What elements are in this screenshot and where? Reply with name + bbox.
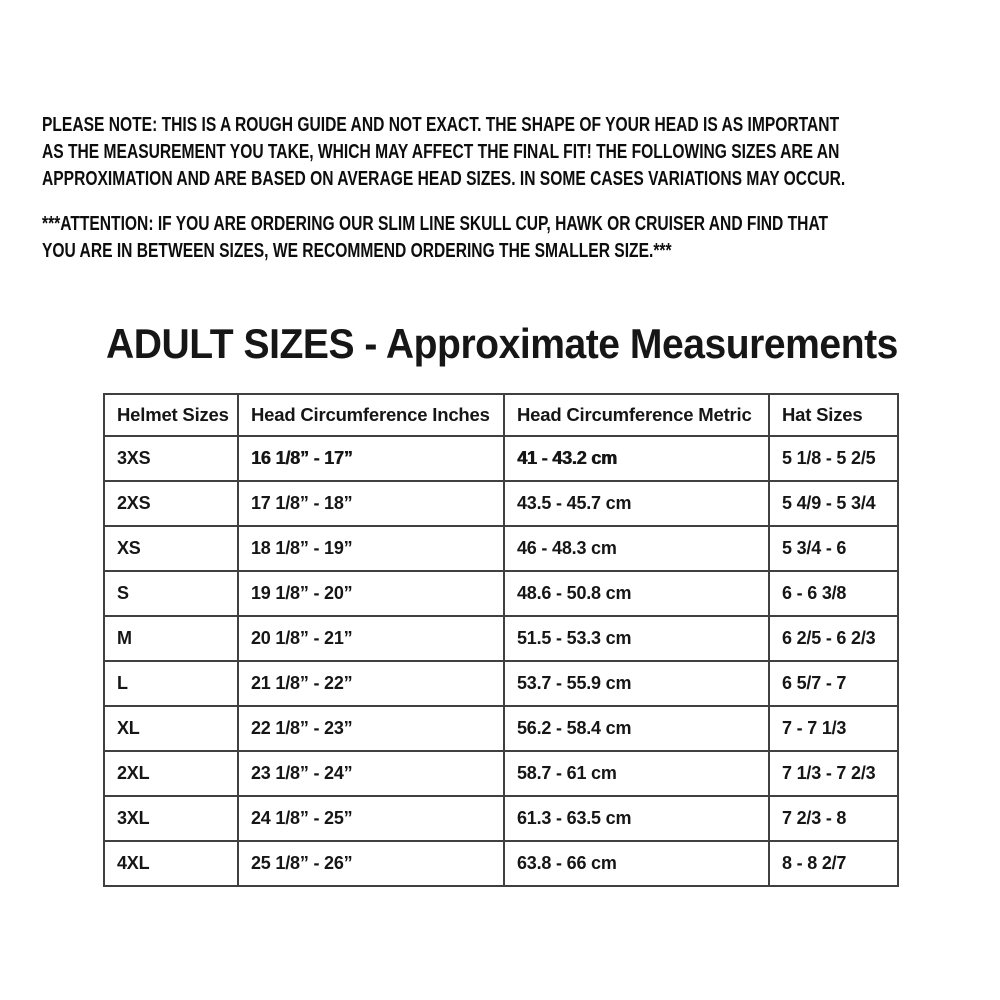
table-row xyxy=(104,616,898,661)
table-row xyxy=(104,706,898,751)
hat-size-cell: 8 - 8 2/7 xyxy=(769,841,898,886)
metric-cell: 41 - 43.2 cm xyxy=(504,436,769,481)
table-body xyxy=(104,436,898,886)
helmet-size-cell: 2XS xyxy=(104,481,238,526)
table-header xyxy=(104,394,898,436)
table-row xyxy=(104,751,898,796)
please-note-paragraph xyxy=(42,112,994,193)
helmet-size-cell: 2XL xyxy=(104,751,238,796)
metric-cell: 61.3 - 63.5 cm xyxy=(504,796,769,841)
table-row xyxy=(104,661,898,706)
hat-size-cell: 6 2/5 - 6 2/3 xyxy=(769,616,898,661)
metric-cell: 58.7 - 61 cm xyxy=(504,751,769,796)
hat-size-cell: 6 5/7 - 7 xyxy=(769,661,898,706)
inches-cell: 18 1/8” - 19” xyxy=(238,526,504,571)
note-line: APPROXIMATION AND ARE BASED ON AVERAGE HEAD SIZES. IN SOME CASES VARIATIONS MAY OCCUR. xyxy=(42,168,846,190)
inches-cell: 23 1/8” - 24” xyxy=(238,751,504,796)
inches-cell: 20 1/8” - 21” xyxy=(238,616,504,661)
note-line: YOU ARE IN BETWEEN SIZES, WE RECOMMEND ORDERING THE SMALLER SIZE.*** xyxy=(42,240,672,262)
helmet-size-cell: XS xyxy=(104,526,238,571)
helmet-size-cell: S xyxy=(104,571,238,616)
table-row xyxy=(104,436,898,481)
note-line: AS THE MEASUREMENT YOU TAKE, WHICH MAY AFFECT THE FINAL FIT! THE FOLLOWING SIZES ARE AN xyxy=(42,141,840,163)
table-row xyxy=(104,571,898,616)
col-header-head-circumference-metric: Head Circumference Metric xyxy=(504,394,769,436)
inches-cell: 22 1/8” - 23” xyxy=(238,706,504,751)
inches-cell: 16 1/8” - 17” xyxy=(238,436,504,481)
inches-cell: 19 1/8” - 20” xyxy=(238,571,504,616)
table-row xyxy=(104,796,898,841)
col-header-head-circumference-inches: Head Circumference Inches xyxy=(238,394,504,436)
hat-size-cell: 5 4/9 - 5 3/4 xyxy=(769,481,898,526)
hat-size-cell: 5 1/8 - 5 2/5 xyxy=(769,436,898,481)
hat-size-cell: 7 2/3 - 8 xyxy=(769,796,898,841)
helmet-size-cell: 3XL xyxy=(104,796,238,841)
metric-cell: 53.7 - 55.9 cm xyxy=(504,661,769,706)
metric-cell: 43.5 - 45.7 cm xyxy=(504,481,769,526)
page-title: ADULT SIZES - Approximate Measurements xyxy=(106,320,898,367)
hat-size-cell: 7 - 7 1/3 xyxy=(769,706,898,751)
col-header-helmet-sizes: Helmet Sizes xyxy=(104,394,238,436)
metric-cell: 48.6 - 50.8 cm xyxy=(504,571,769,616)
inches-cell: 24 1/8” - 25” xyxy=(238,796,504,841)
table-row xyxy=(104,526,898,571)
table-row xyxy=(104,481,898,526)
attention-paragraph xyxy=(42,211,994,265)
helmet-size-cell: 3XS xyxy=(104,436,238,481)
helmet-size-cell: XL xyxy=(104,706,238,751)
metric-cell: 46 - 48.3 cm xyxy=(504,526,769,571)
metric-cell: 56.2 - 58.4 cm xyxy=(504,706,769,751)
helmet-size-cell: M xyxy=(104,616,238,661)
hat-size-cell: 6 - 6 3/8 xyxy=(769,571,898,616)
table-row xyxy=(104,841,898,886)
inches-cell: 25 1/8” - 26” xyxy=(238,841,504,886)
adult-sizes-table xyxy=(103,393,899,887)
inches-cell: 17 1/8” - 18” xyxy=(238,481,504,526)
helmet-size-cell: L xyxy=(104,661,238,706)
header-row xyxy=(104,394,898,436)
helmet-size-cell: 4XL xyxy=(104,841,238,886)
inches-cell: 21 1/8” - 22” xyxy=(238,661,504,706)
col-header-hat-sizes: Hat Sizes xyxy=(769,394,898,436)
hat-size-cell: 7 1/3 - 7 2/3 xyxy=(769,751,898,796)
metric-cell: 63.8 - 66 cm xyxy=(504,841,769,886)
hat-size-cell: 5 3/4 - 6 xyxy=(769,526,898,571)
metric-cell: 51.5 - 53.3 cm xyxy=(504,616,769,661)
note-line: PLEASE NOTE: THIS IS A ROUGH GUIDE AND NOT EXACT. THE SHAPE OF YOUR HEAD IS AS IMPORTANT xyxy=(42,114,840,136)
notes-section xyxy=(42,112,994,265)
note-line: ***ATTENTION: IF YOU ARE ORDERING OUR SLIM LINE SKULL CUP, HAWK OR CRUISER AND FIND THAT xyxy=(42,213,829,235)
